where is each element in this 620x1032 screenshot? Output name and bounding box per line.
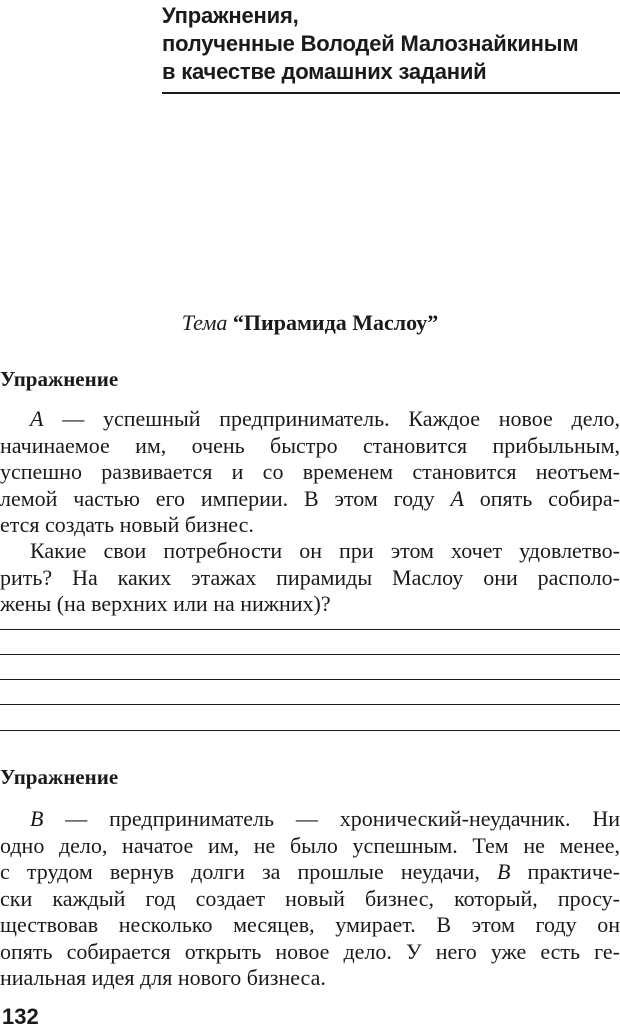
line-text: практиче- xyxy=(510,859,620,884)
exercise-2-paragraph-1 xyxy=(0,806,620,992)
running-header xyxy=(162,2,620,86)
paragraph-line xyxy=(0,486,620,513)
line-text: — успешный предприниматель. Каждое новое дело, xyxy=(43,406,620,431)
answer-line[interactable] xyxy=(0,654,620,655)
variable-a: A xyxy=(450,485,464,511)
header-rule xyxy=(162,92,620,94)
paragraph-line: жены (на верхних или на нижних)? xyxy=(0,591,331,616)
answer-line[interactable] xyxy=(0,704,620,705)
exercise-1-paragraph-1 xyxy=(0,406,620,539)
paragraph-line: начинаемое им, очень быстро становится прибыльным, xyxy=(0,432,620,458)
line-text: опять собира- xyxy=(463,485,620,511)
variable-a: A xyxy=(30,406,44,431)
variable-b: B xyxy=(30,806,44,831)
variable-b: B xyxy=(496,859,511,884)
header-line-2: полученные Володей Малознайкиным xyxy=(162,31,579,56)
paragraph-line xyxy=(0,859,620,886)
line-text: — предприниматель — хронический-неудачник. Ни xyxy=(43,806,620,831)
page-number: 132 xyxy=(2,1004,39,1029)
paragraph-line xyxy=(0,806,620,833)
paragraph-line: ски каждый год создает новый бизнес, который, просу- xyxy=(0,885,620,911)
paragraph-line: Какие свои потребности он при этом хочет удовлетво- xyxy=(30,538,620,563)
answer-line[interactable] xyxy=(0,730,620,731)
paragraph-line: одно дело, начатое им, не было успешным. Тем не менее, xyxy=(0,832,620,858)
paragraph-line: ществовав несколько месяцев, умирает. В этом году он xyxy=(0,912,620,937)
answer-line[interactable] xyxy=(0,679,620,680)
paragraph-line: опять собирается открыть новое дело. У него уже есть ге- xyxy=(0,938,620,964)
exercise-1-heading: Упражнение xyxy=(0,367,119,391)
paragraph-line: рить? На каких этажах пирамиды Маслоу они располо- xyxy=(0,564,620,590)
paragraph-line: успешно развивается и со временем становится неотъем- xyxy=(0,459,620,484)
line-text: с трудом вернув долги за прошлые неудачи, xyxy=(0,859,497,884)
topic-title xyxy=(0,310,620,336)
paragraph-line: ниальная идея для нового бизнеса. xyxy=(0,965,326,990)
header-line-3: в качестве домашних заданий xyxy=(162,59,487,84)
exercise-1-paragraph-2 xyxy=(0,538,620,618)
answer-line[interactable] xyxy=(0,629,620,630)
topic-label: Тема xyxy=(181,310,228,335)
topic-name: “Пирамида Маслоу” xyxy=(232,310,439,335)
paragraph-line xyxy=(0,406,620,433)
line-text: лемой частью его империи. В этом году xyxy=(0,485,451,511)
paragraph-line: ется создать новый бизнес. xyxy=(0,512,254,537)
exercise-2-heading: Упражнение xyxy=(0,765,119,789)
header-line-1: Упражнения, xyxy=(162,3,299,28)
